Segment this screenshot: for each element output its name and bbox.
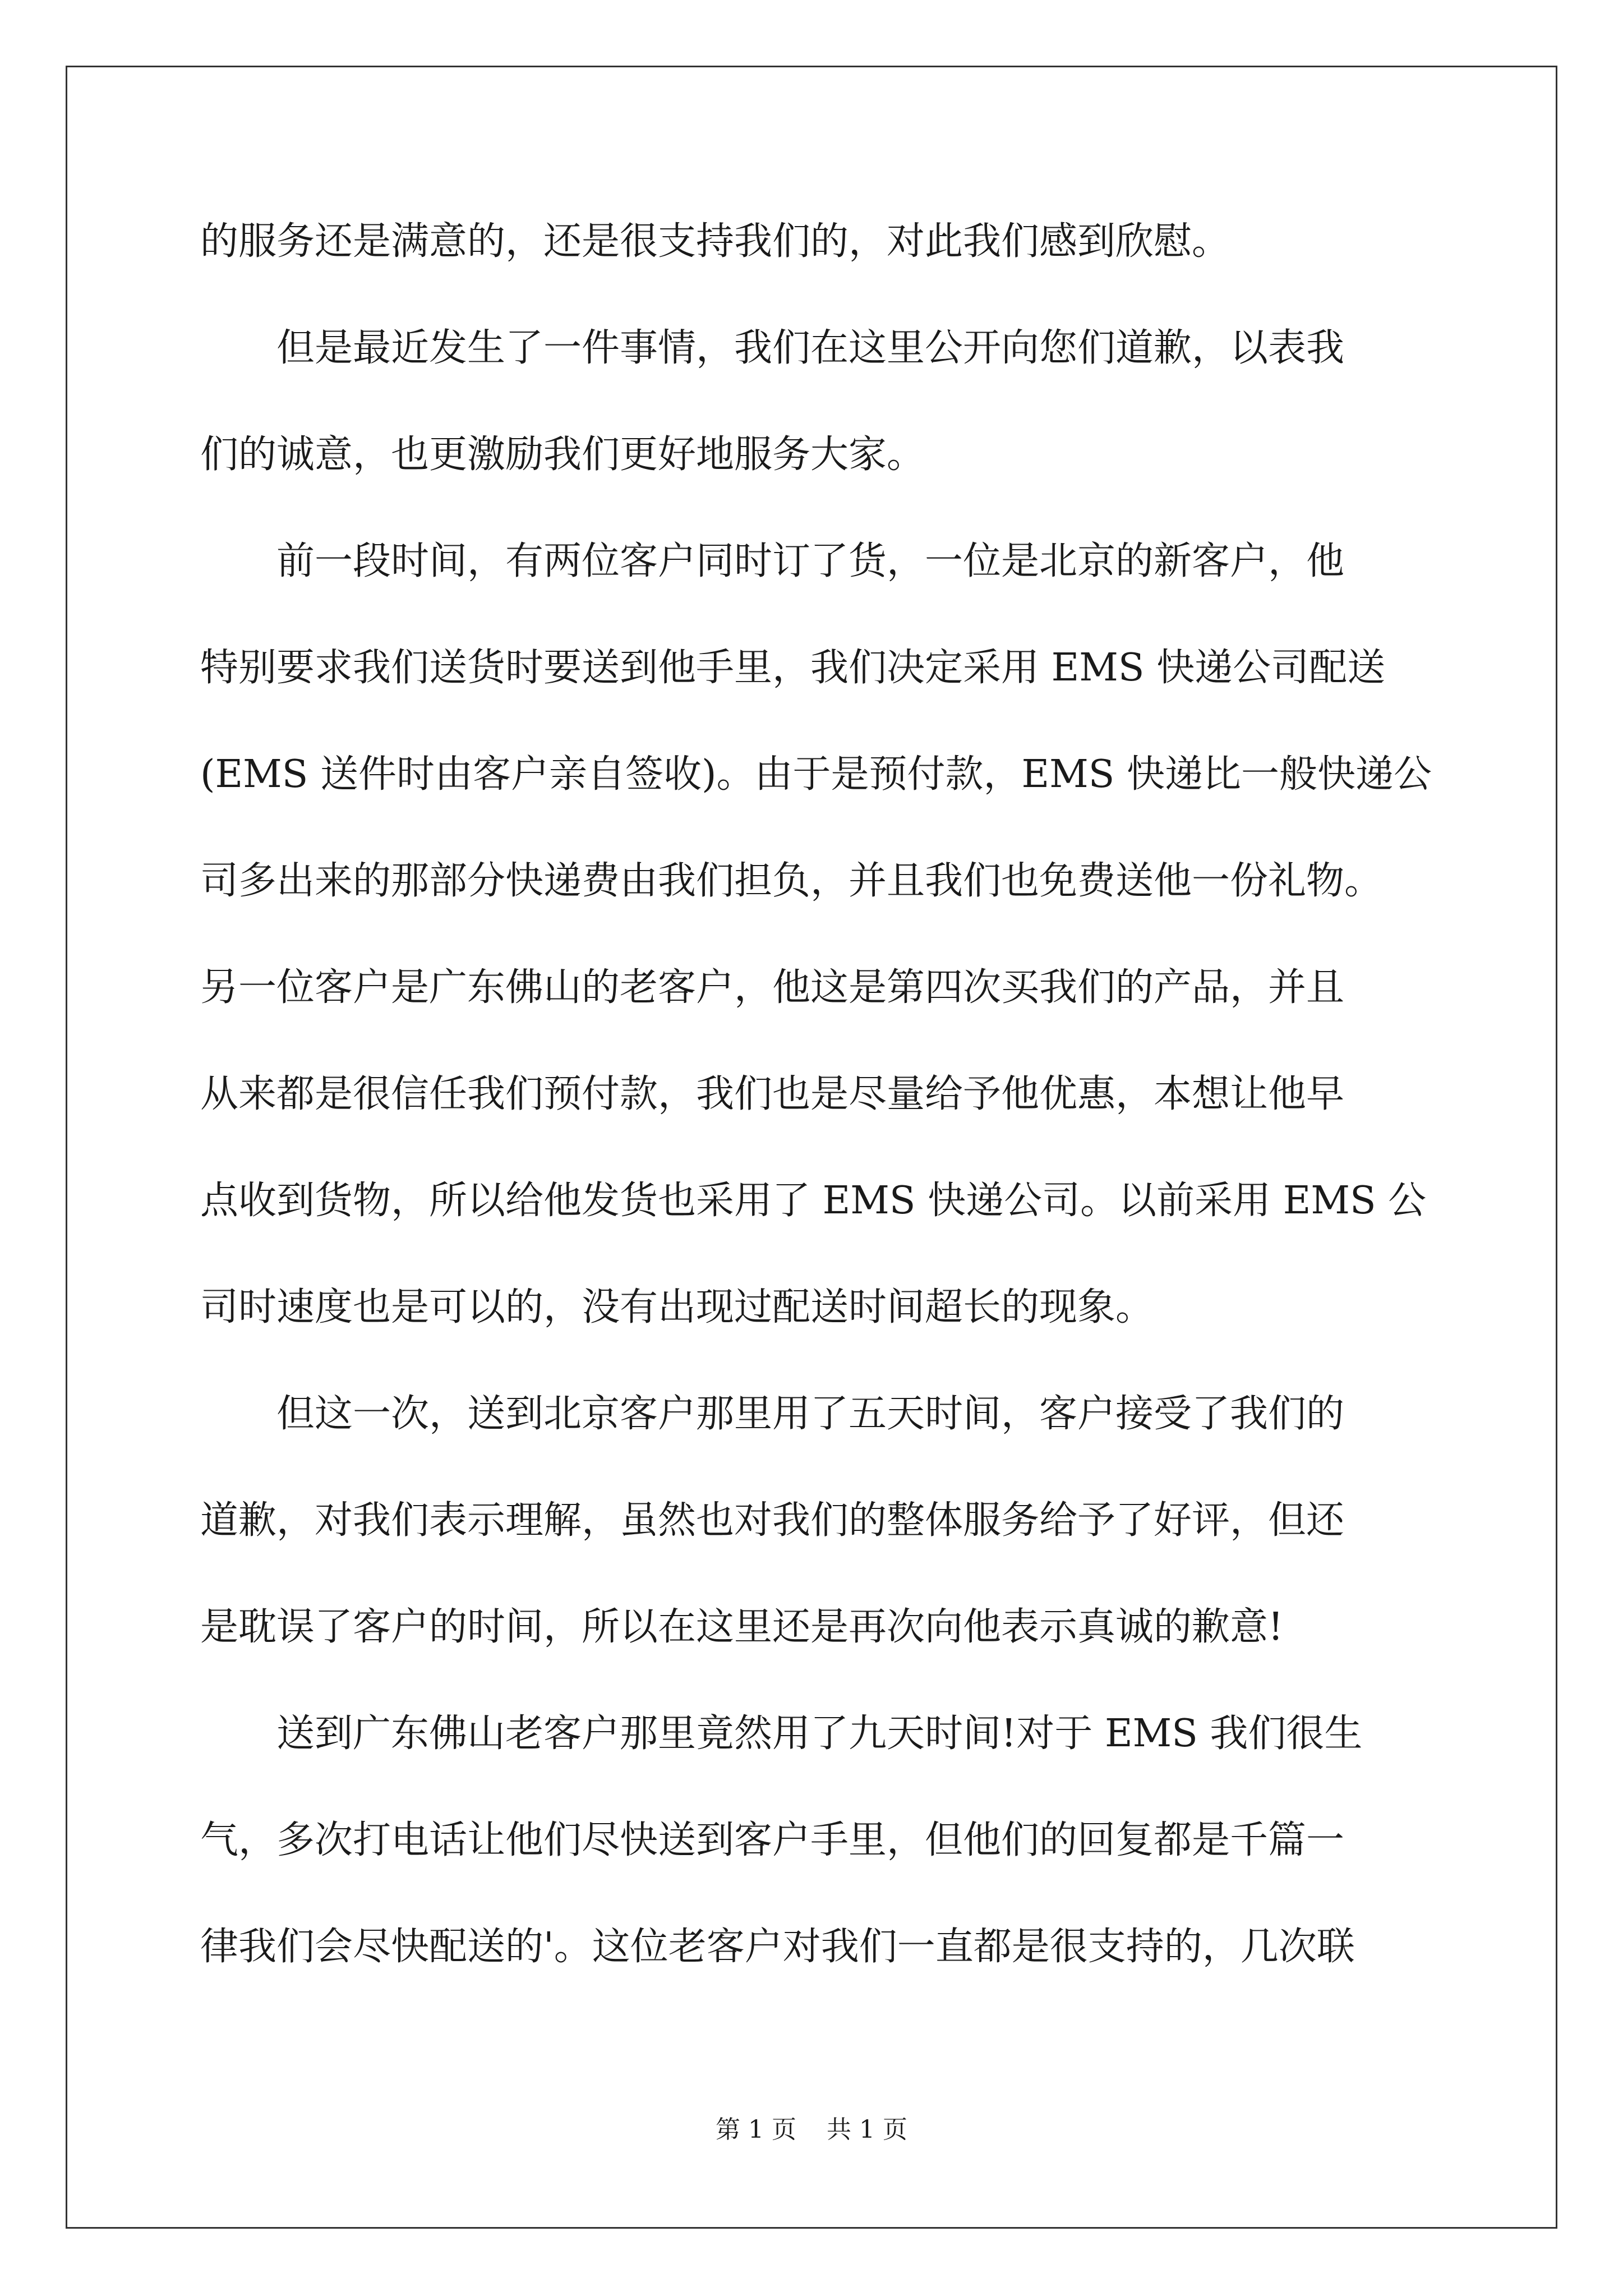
text-line: 特别要求我们送货时要送到他手里，我们决定采用 EMS 快递公司配送: [200, 646, 1386, 690]
text-line: 律我们会尽快配送的'。这位老客户对我们一直都是很支持的，几次联: [200, 1925, 1355, 1969]
text-line: 们的诚意，也更激励我们更好地服务大家。: [200, 432, 925, 477]
text-line: 送到广东佛山老客户那里竟然用了九天时间!对于 EMS 我们很生: [200, 1711, 1363, 1756]
text-line: 但是最近发生了一件事情，我们在这里公开向您们道歉，以表我: [200, 326, 1345, 370]
text-line: 的服务还是满意的，还是很支持我们的，对此我们感到欣慰。: [200, 219, 1230, 264]
text-line: 另一位客户是广东佛山的老客户，他这是第四次买我们的产品，并且: [200, 965, 1345, 1010]
text-line: 司时速度也是可以的，没有出现过配送时间超长的现象。: [200, 1285, 1154, 1329]
document-body: [200, 188, 1434, 2000]
text-line: 但这一次，送到北京客户那里用了五天时间，客户接受了我们的: [200, 1392, 1345, 1436]
page-number: 第 1 页: [716, 2115, 796, 2144]
page-total: 共 1 页: [827, 2115, 907, 2144]
text-line: 点收到货物，所以给他发货也采用了 EMS 快递公司。以前采用 EMS 公: [200, 1179, 1427, 1223]
text-line: (EMS 送件时由客户亲自签收)。由于是预付款，EMS 快递比一般快递公: [200, 752, 1432, 797]
text-line: 前一段时间，有两位客户同时订了货，一位是北京的新客户，他: [200, 539, 1345, 583]
text-line: 气，多次打电话让他们尽快送到客户手里，但他们的回复都是千篇一: [200, 1818, 1345, 1862]
text-line: 司多出来的那部分快递费由我们担负，并且我们也免费送他一份礼物。: [200, 859, 1383, 903]
text-line: 道歉，对我们表示理解，虽然也对我们的整体服务给予了好评，但还: [200, 1498, 1345, 1543]
text-line: 从来都是很信任我们预付款，我们也是尽量给予他优惠，本想让他早: [200, 1072, 1345, 1116]
text-line: 是耽误了客户的时间，所以在这里还是再次向他表示真诚的歉意!: [200, 1605, 1284, 1649]
page-footer: [0, 2109, 1623, 2145]
